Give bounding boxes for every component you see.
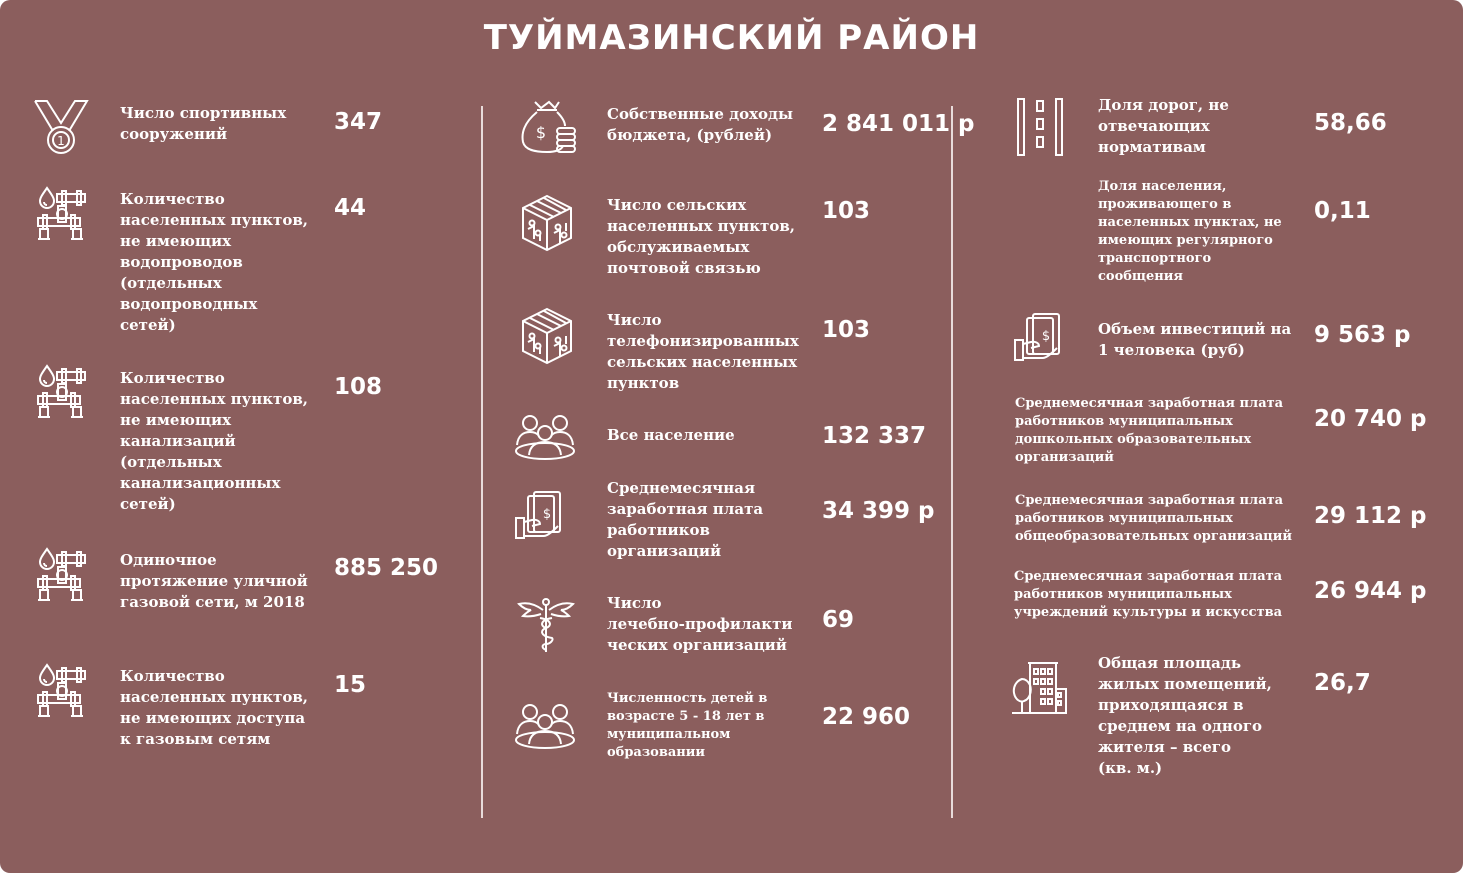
stat-label-no-regular-transport: Доля населения, проживающего в населенных пунктах, не имеющих регулярного транспортного сообщения [1098,179,1282,284]
network-cube-icon [520,193,574,253]
stat-label-postal-settlements: Число сельских населенных пунктов, обслуживаемых почтовой связью [607,196,795,277]
population-icon [514,413,576,461]
stat-value-no-sewerage: 108 [334,374,383,400]
cash-hand-icon [1013,310,1065,364]
caduceus-icon [517,596,575,654]
stat-label-salary-general-education: Среднемесячная заработная плата работников муниципальных общеобразовательных организаций [1015,493,1293,544]
stat-value-no-water-supply: 44 [334,195,367,221]
population-icon [514,702,576,750]
stat-value-children-5-18: 22 960 [822,704,911,730]
stat-label-investment-per-capita: Объем инвестиций на 1 человека (руб) [1098,320,1292,359]
stat-value-postal-settlements: 103 [822,198,871,224]
stat-value-investment-per-capita: 9 563 р [1314,322,1411,348]
road-icon [1015,97,1065,157]
stat-value-gas-network-length: 885 250 [334,555,439,581]
stat-label-no-sewerage: Количество населенных пунктов, не имеющих канализаций (отдельных канализационных сетей) [120,369,308,513]
medal-icon [32,97,90,155]
stat-value-no-regular-transport: 0,11 [1314,198,1371,224]
network-cube-icon [520,306,574,366]
stat-label-substandard-roads: Доля дорог, не отвечающих нормативам [1098,96,1229,156]
stat-label-no-gas-access: Количество населенных пунктов, не имеющих доступа к газовым сетям [120,667,308,748]
stat-value-sport-facilities: 347 [334,109,383,135]
stat-value-salary-general-education: 29 112 р [1314,503,1427,529]
water-pipes-icon [35,663,89,719]
building-icon [1010,659,1068,717]
stat-label-living-area-per-resident: Общая площадь жилых помещений, приходящаяся в среднем на одного жителя – всего (кв. м.) [1098,654,1272,777]
stat-label-children-5-18: Численность детей в возрасте 5 - 18 лет в муниципальном образовании [607,691,768,760]
svg-text:$: $ [542,507,552,522]
money-bag-icon [519,98,579,156]
stat-label-medical-organizations: Число лечебно-профилакти ческих организаций [607,594,793,654]
water-pipes-icon [35,547,89,603]
stat-label-gas-network-length: Одиночное протяжение уличной газовой сети, м 2018 [120,551,308,611]
stat-value-no-gas-access: 15 [334,672,367,698]
column-divider-right [951,106,953,818]
stat-label-no-water-supply: Количество населенных пунктов, не имеющих водопроводов (отдельных водопроводных сетей) [120,190,308,334]
stat-value-living-area-per-resident: 26,7 [1314,670,1371,696]
stat-label-avg-salary-organizations: Среднемесячная заработная плата работников организаций [607,479,764,560]
stat-label-telephonized-settlements: Число телефонизированных сельских населенных пунктов [607,311,799,392]
svg-text:1: 1 [57,134,65,148]
water-pipes-icon [35,364,89,420]
stat-value-budget-revenue: 2 841 011 р [822,111,975,137]
svg-text:$: $ [1041,329,1051,344]
stat-label-salary-culture: Среднемесячная заработная плата работников муниципальных учреждений культуры и искусства [1014,569,1283,620]
stat-label-salary-preschool: Среднемесячная заработная плата работников муниципальных дошкольных образовательных организаций [1015,396,1284,465]
cash-hand-icon [514,488,566,542]
water-pipes-icon [35,186,89,242]
page-title: ТУЙМАЗИНСКИЙ РАЙОН [483,18,980,58]
stat-value-avg-salary-organizations: 34 399 р [822,498,935,524]
stat-value-medical-organizations: 69 [822,607,855,633]
stat-value-salary-culture: 26 944 р [1314,578,1427,604]
stat-value-telephonized-settlements: 103 [822,317,871,343]
stat-label-sport-facilities: Число спортивных сооружений [120,104,287,143]
stat-value-salary-preschool: 20 740 р [1314,406,1427,432]
column-divider-left [481,106,483,818]
stat-value-population: 132 337 [822,423,927,449]
stat-label-population: Все население [607,426,735,444]
svg-text:$: $ [535,123,547,142]
stat-label-budget-revenue: Собственные доходы бюджета, (рублей) [607,105,794,144]
stat-value-substandard-roads: 58,66 [1314,110,1387,136]
